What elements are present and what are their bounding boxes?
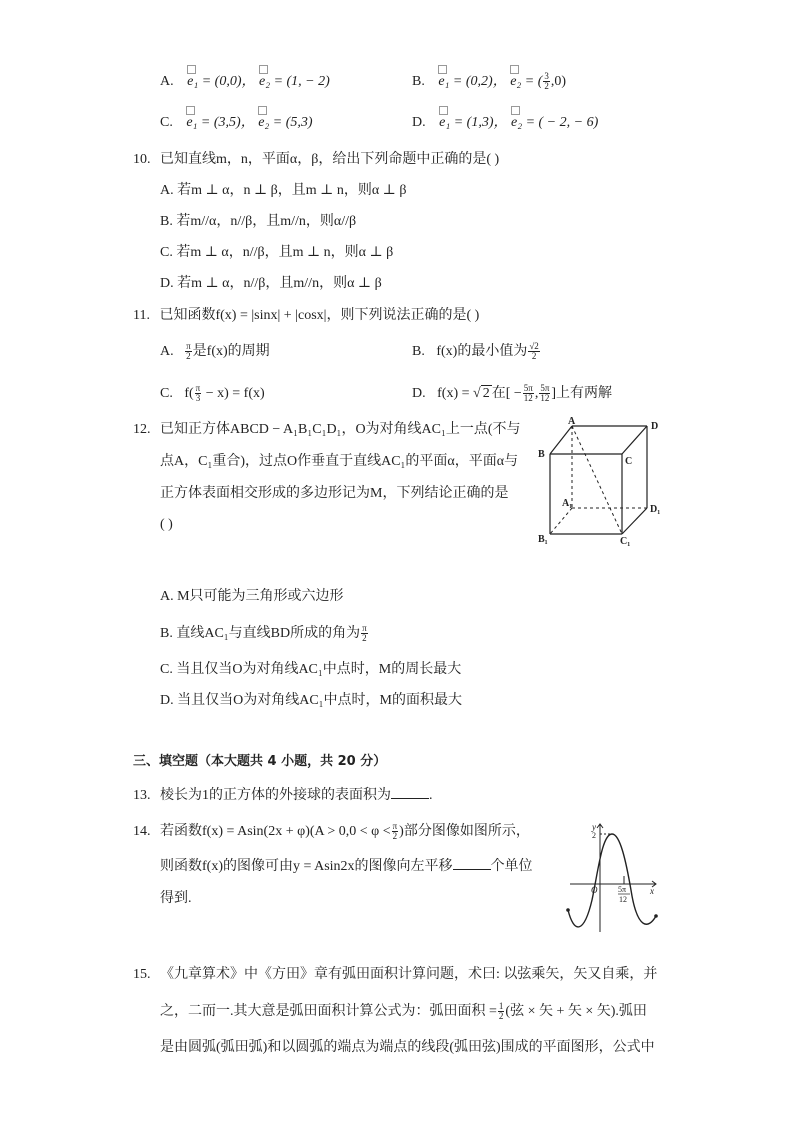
question-number: 15. bbox=[133, 967, 151, 982]
q15-line2: 之，二而一.其大意是弧田面积计算公式为：弧田面积 = $\frac{1}{2}$ (弦 × 矢 + 矢 × 矢).弧田 bbox=[160, 1001, 647, 1022]
q9-a-e2: e₂ = (1, − 2) bbox=[259, 72, 330, 92]
answer-blank bbox=[453, 857, 491, 870]
q12-stem-line3: 正方体表面相交形成的多边形记为M，下列结论正确的是 bbox=[160, 486, 509, 501]
edge-a1b1 bbox=[550, 508, 572, 534]
label-a: A bbox=[568, 416, 576, 427]
q13: 13. 棱长为1的正方体的外接球的表面积为 . bbox=[133, 788, 433, 803]
label-d1: D₁ bbox=[650, 504, 661, 515]
q11-option-a: A. $\frac{\pi}{2}$ 是f(x)的周期 bbox=[160, 341, 270, 362]
q9-option-a: A. e₁ = (0,0)， e₂ = (1, − 2) bbox=[160, 72, 330, 92]
peak-label: 2 bbox=[592, 831, 596, 840]
q12-stem-line4: ( ) bbox=[160, 517, 173, 532]
q10-stem: 10. 已知直线m，n，平面α，β，给出下列命题中正确的是( ) bbox=[133, 152, 500, 167]
q12-option-c: C. 当且仅当O为对角线AC₁中点时，M的周长最大 bbox=[160, 662, 462, 677]
curve-endpoint-left bbox=[566, 908, 570, 912]
question-number: 10. bbox=[133, 152, 151, 167]
q9-option-b: B. e₁ = (0,2)， e₂ = ( $\frac{3}{2}$ ,0) bbox=[412, 71, 567, 92]
question-number: 14. bbox=[133, 824, 151, 839]
q10-option-c: C. 若m ⊥ α，n//β，且m ⊥ n，则α ⊥ β bbox=[160, 245, 394, 260]
edge-ba bbox=[550, 426, 572, 454]
diagonal-ac1 bbox=[572, 426, 622, 534]
q12-stem-line2: 点A，C₁重合)，过点O作垂直于直线AC₁的平面α，平面α与 bbox=[160, 454, 519, 469]
label-c: C bbox=[625, 456, 633, 467]
label-b1: B₁ bbox=[538, 534, 548, 545]
question-number: 13. bbox=[133, 788, 151, 803]
q9-a-e1: e₁ = (0,0)， bbox=[187, 72, 255, 92]
x-axis-label: x bbox=[650, 886, 654, 896]
q11-stem: 11. 已知函数f(x) = |sinx| + |cosx|，则下列说法正确的是( ) bbox=[133, 308, 480, 323]
q15-line1: 15. 《九章算术》中《方田》章有弧田面积计算问题，术曰: 以弦乘矢，矢又自乘，并 bbox=[133, 967, 658, 982]
q10-option-d: D. 若m ⊥ α，n//β，且m//n，则α ⊥ β bbox=[160, 276, 382, 291]
label-a1: A₁ bbox=[562, 498, 573, 509]
q12-option-b: B. 直线AC₁与直线BD所成的角为 $\frac{\pi}{2}$ bbox=[160, 623, 367, 644]
q14-line2: 则函数f(x)的图像可由y = Asin2x的图像向左平移 个单位 bbox=[160, 859, 533, 874]
edge-dc bbox=[622, 426, 647, 454]
q14-line1: 14. 若函数f(x) = Asin(2x + φ)(A > 0,0 < φ < $\frac{\pi}{2}$ )部分图像如图所示， bbox=[133, 821, 530, 842]
cube-figure bbox=[532, 416, 667, 546]
q9-option-c: C. e₁ = (3,5)， e₂ = (5,3) bbox=[160, 113, 313, 133]
q11-option-b: B. f(x)的最小值为 $\frac{√2}{2}$ bbox=[412, 341, 539, 362]
question-number: 11. bbox=[133, 308, 150, 323]
edge-d1c1 bbox=[622, 508, 647, 534]
question-number: 12. bbox=[133, 422, 151, 437]
q9-b-fraction: $\frac{3}{2}$ bbox=[544, 71, 549, 92]
q15-line3: 是由圆弧(弧田弧)和以圆弧的端点为端点的线段(弧田弦)围成的平面图形，公式中 bbox=[160, 1040, 655, 1055]
tick-den: 12 bbox=[619, 895, 627, 904]
curve-endpoint-right bbox=[654, 914, 658, 918]
section-heading: 三、填空题（本大题共 4 小题，共 20 分） bbox=[133, 754, 387, 769]
label-b: B bbox=[538, 449, 545, 460]
q9-b-e1: e₁ = (0,2)， bbox=[438, 72, 506, 92]
label-c1: C₁ bbox=[620, 536, 631, 546]
q14-line3: 得到. bbox=[160, 891, 192, 906]
q12-option-d: D. 当且仅当O为对角线AC₁中点时，M的面积最大 bbox=[160, 693, 462, 708]
sine-graph bbox=[562, 820, 662, 938]
answer-blank bbox=[391, 786, 429, 799]
q11-option-d: D. f(x) = √ 2 在[ − $\frac{5\pi}{12}$ , $\frac{5\pi}{12}$ ]上有两解 bbox=[412, 383, 613, 404]
q10-option-a: A. 若m ⊥ α，n ⊥ β，且m ⊥ n，则α ⊥ β bbox=[160, 183, 407, 198]
sine-curve bbox=[568, 834, 656, 927]
origin-label: O bbox=[591, 885, 598, 895]
q12-option-a: A. M只可能为三角形或六边形 bbox=[160, 589, 344, 604]
q11-option-c: C. f( $\frac{\pi}{3}$ − x) = f(x) bbox=[160, 383, 265, 404]
label-d: D bbox=[651, 421, 659, 432]
q9-option-d: D. e₁ = (1,3)， e₂ = ( − 2, − 6) bbox=[412, 113, 598, 133]
y-axis-label: y bbox=[592, 822, 596, 832]
q10-option-b: B. 若m//α，n//β，且m//n，则α//β bbox=[160, 214, 357, 229]
q12-stem-line1: 12. 已知正方体ABCD − A₁B₁C₁D₁，O为对角线AC₁上一点(不与 bbox=[133, 422, 521, 437]
tick-num: 5π bbox=[618, 885, 627, 894]
